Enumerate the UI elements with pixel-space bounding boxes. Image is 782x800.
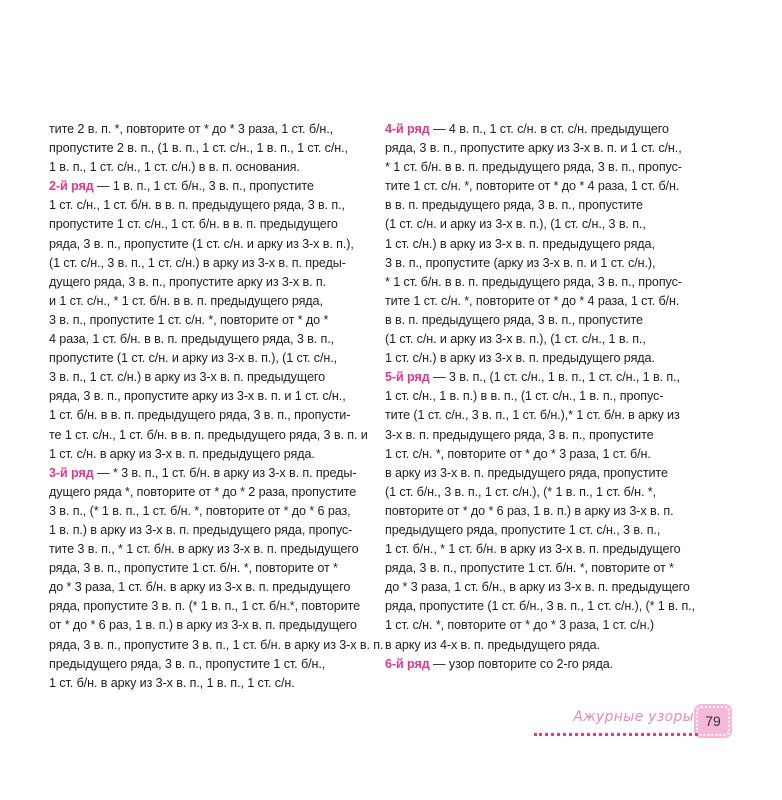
- text-line: [385, 540, 705, 559]
- text-line: [49, 330, 369, 349]
- line-text: в арку из 4-х в. п. предыдущего ряда.: [385, 637, 600, 652]
- line-text: 1 ст. с/н. *, повторите от * до * 3 раза, 1 ст. б/н.: [385, 446, 651, 461]
- line-text: от * до * 6 раз, 1 в. п.) в арку из 3-х в. п. предыдущего: [49, 618, 357, 633]
- text-line: [49, 540, 369, 559]
- text-line: [385, 521, 705, 540]
- line-text: 1 ст. с/н.) в арку из 3-х в. п. предыдущего ряда,: [385, 236, 655, 251]
- line-text: — 3 в. п., (1 ст. с/н., 1 в. п., 1 ст. с/н., 1 в. п.,: [429, 370, 680, 385]
- text-line: [385, 177, 705, 196]
- text-line: [385, 406, 705, 425]
- line-text: и 1 ст. с/н., * 1 ст. б/н. в в. п. предыдущего ряда,: [49, 293, 323, 308]
- left-column: [49, 120, 384, 693]
- line-text: (1 ст. с/н. и арку из 3-х в. п.), (1 ст. с/н., 1 в. п.,: [385, 332, 646, 347]
- text-line: [385, 139, 705, 158]
- line-text: пропустите 1 ст. с/н., 1 ст. б/н. в в. п. предыдущего: [49, 217, 338, 232]
- text-line: [49, 674, 369, 693]
- text-line: [49, 235, 369, 254]
- text-line: [385, 597, 705, 616]
- text-line: [49, 139, 369, 158]
- text-line: [49, 578, 369, 597]
- line-text: * 1 ст. б/н. в в. п. предыдущего ряда, 3 в. п., пропус-: [385, 160, 682, 175]
- line-text: 3-х в. п. предыдущего ряда, 3 в. п., пропустите: [385, 427, 654, 442]
- line-text: до * 3 раза, 1 ст. б/н., в арку из 3-х в. п. предыдущего: [385, 580, 690, 595]
- line-text: тите (1 ст. с/н., 3 в. п., 1 ст. б/н.),* 1 ст. б/н. в арку из: [385, 408, 680, 423]
- line-text: пропустите 2 в. п., (1 в. п., 1 ст. с/н., 1 в. п., 1 ст. с/н.,: [49, 141, 348, 156]
- line-text: 1 ст. с/н. *, повторите от * до * 3 раза, 1 ст. с/н.): [385, 618, 654, 633]
- row-label: 6-й ряд: [385, 656, 430, 671]
- line-text: ряда, 3 в. п., пропустите 1 ст. б/н. *, повторите от *: [49, 561, 338, 576]
- text-line: [385, 655, 705, 674]
- text-line: [49, 616, 369, 635]
- text-line: [49, 464, 369, 483]
- line-text: 1 ст. с/н.) в арку из 3-х в. п. предыдущего ряда.: [385, 351, 655, 366]
- text-line: [49, 636, 384, 655]
- section-name: Ажурные узоры: [573, 709, 694, 725]
- line-text: 1 ст. б/н. в в. п. предыдущего ряда, 3 в. п., пропусти-: [49, 408, 351, 423]
- row-label: 4-й ряд: [385, 122, 430, 136]
- text-line: [49, 292, 369, 311]
- text-line: [49, 483, 369, 502]
- line-text: в в. п. предыдущего ряда, 3 в. п., пропустите: [385, 198, 643, 213]
- text-line: [385, 445, 705, 464]
- text-line: [49, 559, 369, 578]
- text-line: [385, 235, 705, 254]
- text-line: [385, 273, 705, 292]
- text-line: [49, 177, 369, 196]
- text-line: [385, 292, 705, 311]
- line-text: 1 ст. с/н. в арку из 3-х в. п. предыдущего ряда.: [49, 446, 315, 461]
- line-text: ряда, 3 в. п., пропустите (1 ст. с/н. и арку из 3-х в. п.),: [49, 236, 354, 251]
- page-footer: [520, 706, 740, 742]
- text-line: [385, 616, 705, 635]
- line-text: ряда, 3 в. п., пропустите арку из 3-х в. п. и 1 ст. с/н.,: [49, 389, 346, 404]
- line-text: ряда, пропустите 3 в. п. (* 1 в. п., 1 ст. б/н.*, повторите: [49, 599, 361, 614]
- right-column: [385, 120, 705, 674]
- row-label: 3-й ряд: [49, 465, 94, 480]
- line-text: предыдущего ряда, 3 в. п., пропустите 1 ст. б/н.,: [49, 656, 326, 671]
- text-line: [385, 387, 705, 406]
- text-line: [385, 502, 705, 521]
- text-line: [385, 349, 705, 368]
- line-text: повторите от * до * 6 раз, 1 в. п.) в арку из 3-х в. п.: [385, 503, 674, 518]
- text-line: [49, 215, 369, 234]
- text-line: [49, 273, 369, 292]
- line-text: ряда, 3 в. п., пропустите 3 в. п., 1 ст. б/н. в арку из 3-х в. п.: [49, 637, 384, 652]
- text-line: [49, 406, 369, 425]
- line-text: ряда, 3 в. п., пропустите арку из 3-х в. п. и 1 ст. с/н.,: [385, 141, 682, 156]
- text-line: [385, 330, 705, 349]
- text-line: [385, 368, 705, 387]
- line-text: 3 в. п., (* 1 в. п., 1 ст. б/н. *, повторите от * до * 6 раз,: [49, 503, 351, 518]
- text-line: [385, 158, 705, 177]
- text-line: [49, 254, 369, 273]
- text-line: [385, 120, 705, 139]
- line-text: 3 в. п., пропустите 1 ст. с/н. *, повторите от * до *: [49, 312, 329, 327]
- text-line: [385, 636, 705, 655]
- row-label: 5-й ряд: [385, 370, 430, 385]
- line-text: 4 раза, 1 ст. б/н. в в. п. предыдущего ряда, 3 в. п.,: [49, 332, 335, 347]
- line-text: * 1 ст. б/н. в в. п. предыдущего ряда, 3 в. п., пропус-: [385, 274, 682, 289]
- text-line: [49, 196, 369, 215]
- row-label: 2-й ряд: [49, 179, 94, 194]
- line-text: (1 ст. с/н., 3 в. п., 1 ст. с/н.) в арку из 3-х в. п. преды-: [49, 255, 346, 270]
- text-line: [385, 426, 705, 445]
- line-text: предыдущего ряда, пропустите 1 ст. с/н., 3 в. п.,: [385, 522, 661, 537]
- line-text: 3 в. п., 1 ст. с/н.) в арку из 3-х в. п. предыдущего: [49, 370, 326, 385]
- line-text: тите 1 ст. с/н. *, повторите от * до * 4 раза, 1 ст. б/н.: [385, 293, 680, 308]
- line-text: 1 в. п., 1 ст. с/н., 1 ст. с/н.) в в. п. основания.: [49, 160, 300, 175]
- line-text: 1 в. п.) в арку из 3-х в. п. предыдущего ряда, пропус-: [49, 522, 353, 537]
- text-line: [49, 502, 369, 521]
- line-text: до * 3 раза, 1 ст. б/н. в арку из 3-х в. п. предыдущего: [49, 580, 351, 595]
- text-line: [385, 483, 705, 502]
- line-text: 1 ст. с/н., 1 ст. б/н. в в. п. предыдущего ряда, 3 в. п.,: [49, 198, 345, 213]
- line-text: — узор повторите со 2-го ряда.: [429, 656, 614, 671]
- footer-dotted-rule: [534, 733, 698, 736]
- line-text: 3 в. п., пропустите (арку из 3-х в. п. и 1 ст. с/н.),: [385, 255, 656, 270]
- text-line: [49, 311, 369, 330]
- text-line: [49, 597, 369, 616]
- line-text: те 1 ст. с/н., 1 ст. б/н. в в. п. предыдущего ряда, 3 в. п. и: [49, 427, 368, 442]
- line-text: 1 ст. б/н., * 1 ст. б/н. в арку из 3-х в. п. предыдущего: [385, 542, 681, 557]
- page-number: 79: [696, 706, 730, 736]
- line-text: (1 ст. б/н., 3 в. п., 1 ст. с/н.), (* 1 в. п., 1 ст. б/н. *,: [385, 484, 656, 499]
- line-text: в в. п. предыдущего ряда, 3 в. п., пропустите: [385, 312, 643, 327]
- text-line: [49, 387, 369, 406]
- text-line: [385, 559, 705, 578]
- line-text: 1 ст. с/н., 1 в. п.) в в. п., (1 ст. с/н., 1 в. п., пропус-: [385, 389, 664, 404]
- line-text: дущего ряда *, повторите от * до * 2 раза, пропустите: [49, 484, 357, 499]
- line-text: ряда, пропустите (1 ст. б/н., 3 в. п., 1 ст. с/н.), (* 1 в. п.,: [385, 599, 696, 614]
- line-text: тите 2 в. п. *, повторите от * до * 3 раза, 1 ст. б/н.,: [49, 122, 334, 136]
- text-line: [385, 578, 705, 597]
- line-text: 1 ст. б/н. в арку из 3-х в. п., 1 в. п., 1 ст. с/н.: [49, 675, 295, 690]
- line-text: в арку из 3-х в. п. предыдущего ряда, пропустите: [385, 465, 668, 480]
- text-line: [49, 426, 369, 445]
- text-line: [49, 445, 369, 464]
- line-text: тите 3 в. п., * 1 ст. б/н. в арку из 3-х в. п. предыдущего: [49, 542, 359, 557]
- line-text: дущего ряда, 3 в. п., пропустите арку из 3-х в. п.: [49, 274, 327, 289]
- text-line: [385, 254, 705, 273]
- line-text: (1 ст. с/н. и арку из 3-х в. п.), (1 ст. с/н., 3 в. п.,: [385, 217, 646, 232]
- text-line: [49, 158, 369, 177]
- text-line: [385, 311, 705, 330]
- text-line: [49, 349, 369, 368]
- line-text: тите 1 ст. с/н. *, повторите от * до * 4 раза, 1 ст. б/н.: [385, 179, 680, 194]
- line-text: ряда, 3 в. п., пропустите 1 ст. б/н. *, повторите от *: [385, 561, 674, 576]
- text-line: [49, 655, 369, 674]
- text-line: [49, 368, 369, 387]
- line-text: пропустите (1 ст. с/н. и арку из 3-х в. п.), (1 ст. с/н.,: [49, 351, 338, 366]
- text-line: [49, 120, 369, 139]
- text-line: [385, 215, 705, 234]
- line-text: — 4 в. п., 1 ст. с/н. в ст. с/н. предыдущего: [429, 122, 669, 136]
- text-line: [385, 464, 705, 483]
- text-line: [49, 521, 369, 540]
- text-line: [385, 196, 705, 215]
- line-text: — * 3 в. п., 1 ст. б/н. в арку из 3-х в. п. преды-: [93, 465, 357, 480]
- line-text: — 1 в. п., 1 ст. б/н., 3 в. п., пропустите: [93, 179, 314, 194]
